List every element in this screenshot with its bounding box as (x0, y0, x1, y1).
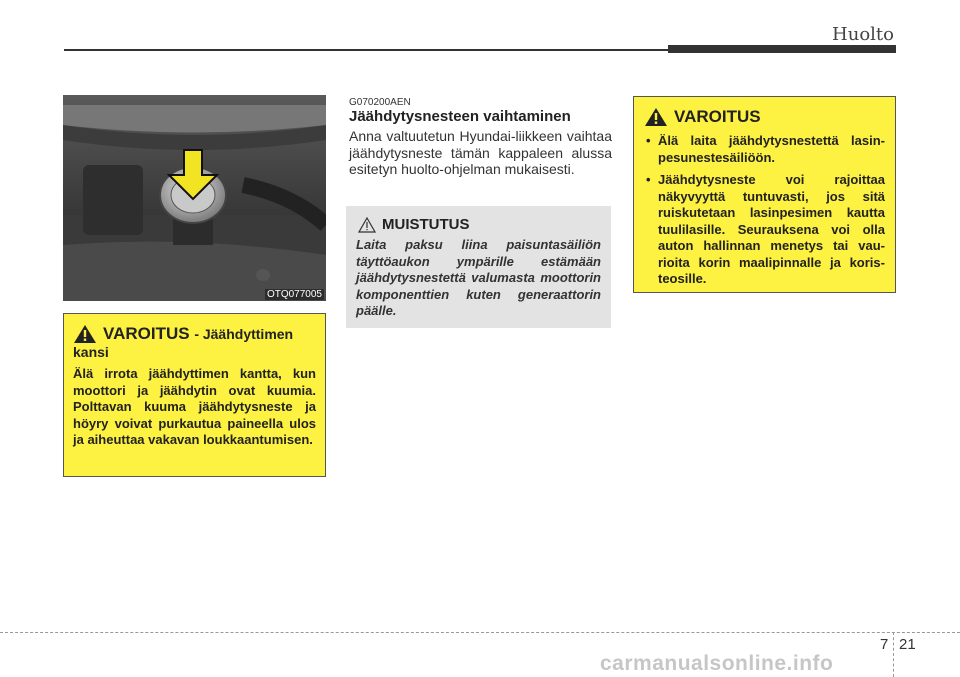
warning-item: • Jäähdytysneste voi rajoittaa näkyvyyttä tuntuvasti, jos sitä ruiskutetaan lasinpesimen kautta tuulilasille. Seurauksena voi olla auton hallinnan menetys tai vaurioita korin maalipinnalle ja koristeosille. (644, 172, 885, 288)
note-text: Laita paksu liina paisuntasäiliön täyttöaukon ympärille estämään jäähdytysnestettä valumasta moottorin komponenttien kuten generaattorin päälle. (356, 237, 601, 318)
caution-triangle-icon (358, 217, 376, 233)
section-title: Huolto (832, 24, 894, 45)
warning-text: Älä irrota jäähdyttimen kantta, kun moottori ja jäähdytin ovat kuumia. Polttavan kuuma jäähdytysneste ja höyry voivat purkautua paineella ulos ja aiheuttaa vakavan loukkaantumisen. (73, 366, 316, 447)
footer-rule (0, 632, 960, 633)
warning-subtitle-line2: kansi (73, 344, 109, 360)
chapter-number: 7 (880, 636, 889, 653)
note-title: MUISTUTUS (382, 216, 470, 233)
warning-title: VAROITUS (674, 107, 761, 126)
section-code: G070200AEN (349, 97, 411, 108)
warning-triangle-icon (644, 107, 668, 127)
watermark: carmanualsonline.info (600, 652, 834, 675)
warning-list (644, 133, 885, 288)
radiator-cap-warning (63, 313, 326, 477)
page-number: 21 (899, 636, 916, 653)
footer-divider (893, 632, 894, 677)
section-body: Anna valtuutetun Hyundai-liikkeen vaihtaa jäähdytysneste tämän kappaleen alussa esitetyn huolto-ohjelman mukaisesti. (349, 128, 612, 177)
warning-subtitle: - Jäähdyttimen (194, 326, 294, 342)
note-box (346, 206, 611, 328)
section-heading: Jäähdytysnesteen vaihtaminen (349, 108, 571, 125)
warning-triangle-icon (73, 324, 97, 344)
engine-bay-image (63, 95, 326, 301)
figure-label: OTQ077005 (266, 289, 322, 300)
coolant-warning (633, 96, 896, 293)
warning-item: • Älä laita jäähdytysnestettä lasinpesunestesäiliöön. (644, 133, 885, 166)
header-rule-thick (668, 45, 896, 53)
radiator-cap-photo (63, 95, 326, 301)
header-rule (64, 49, 668, 51)
warning-title: VAROITUS (103, 324, 190, 343)
